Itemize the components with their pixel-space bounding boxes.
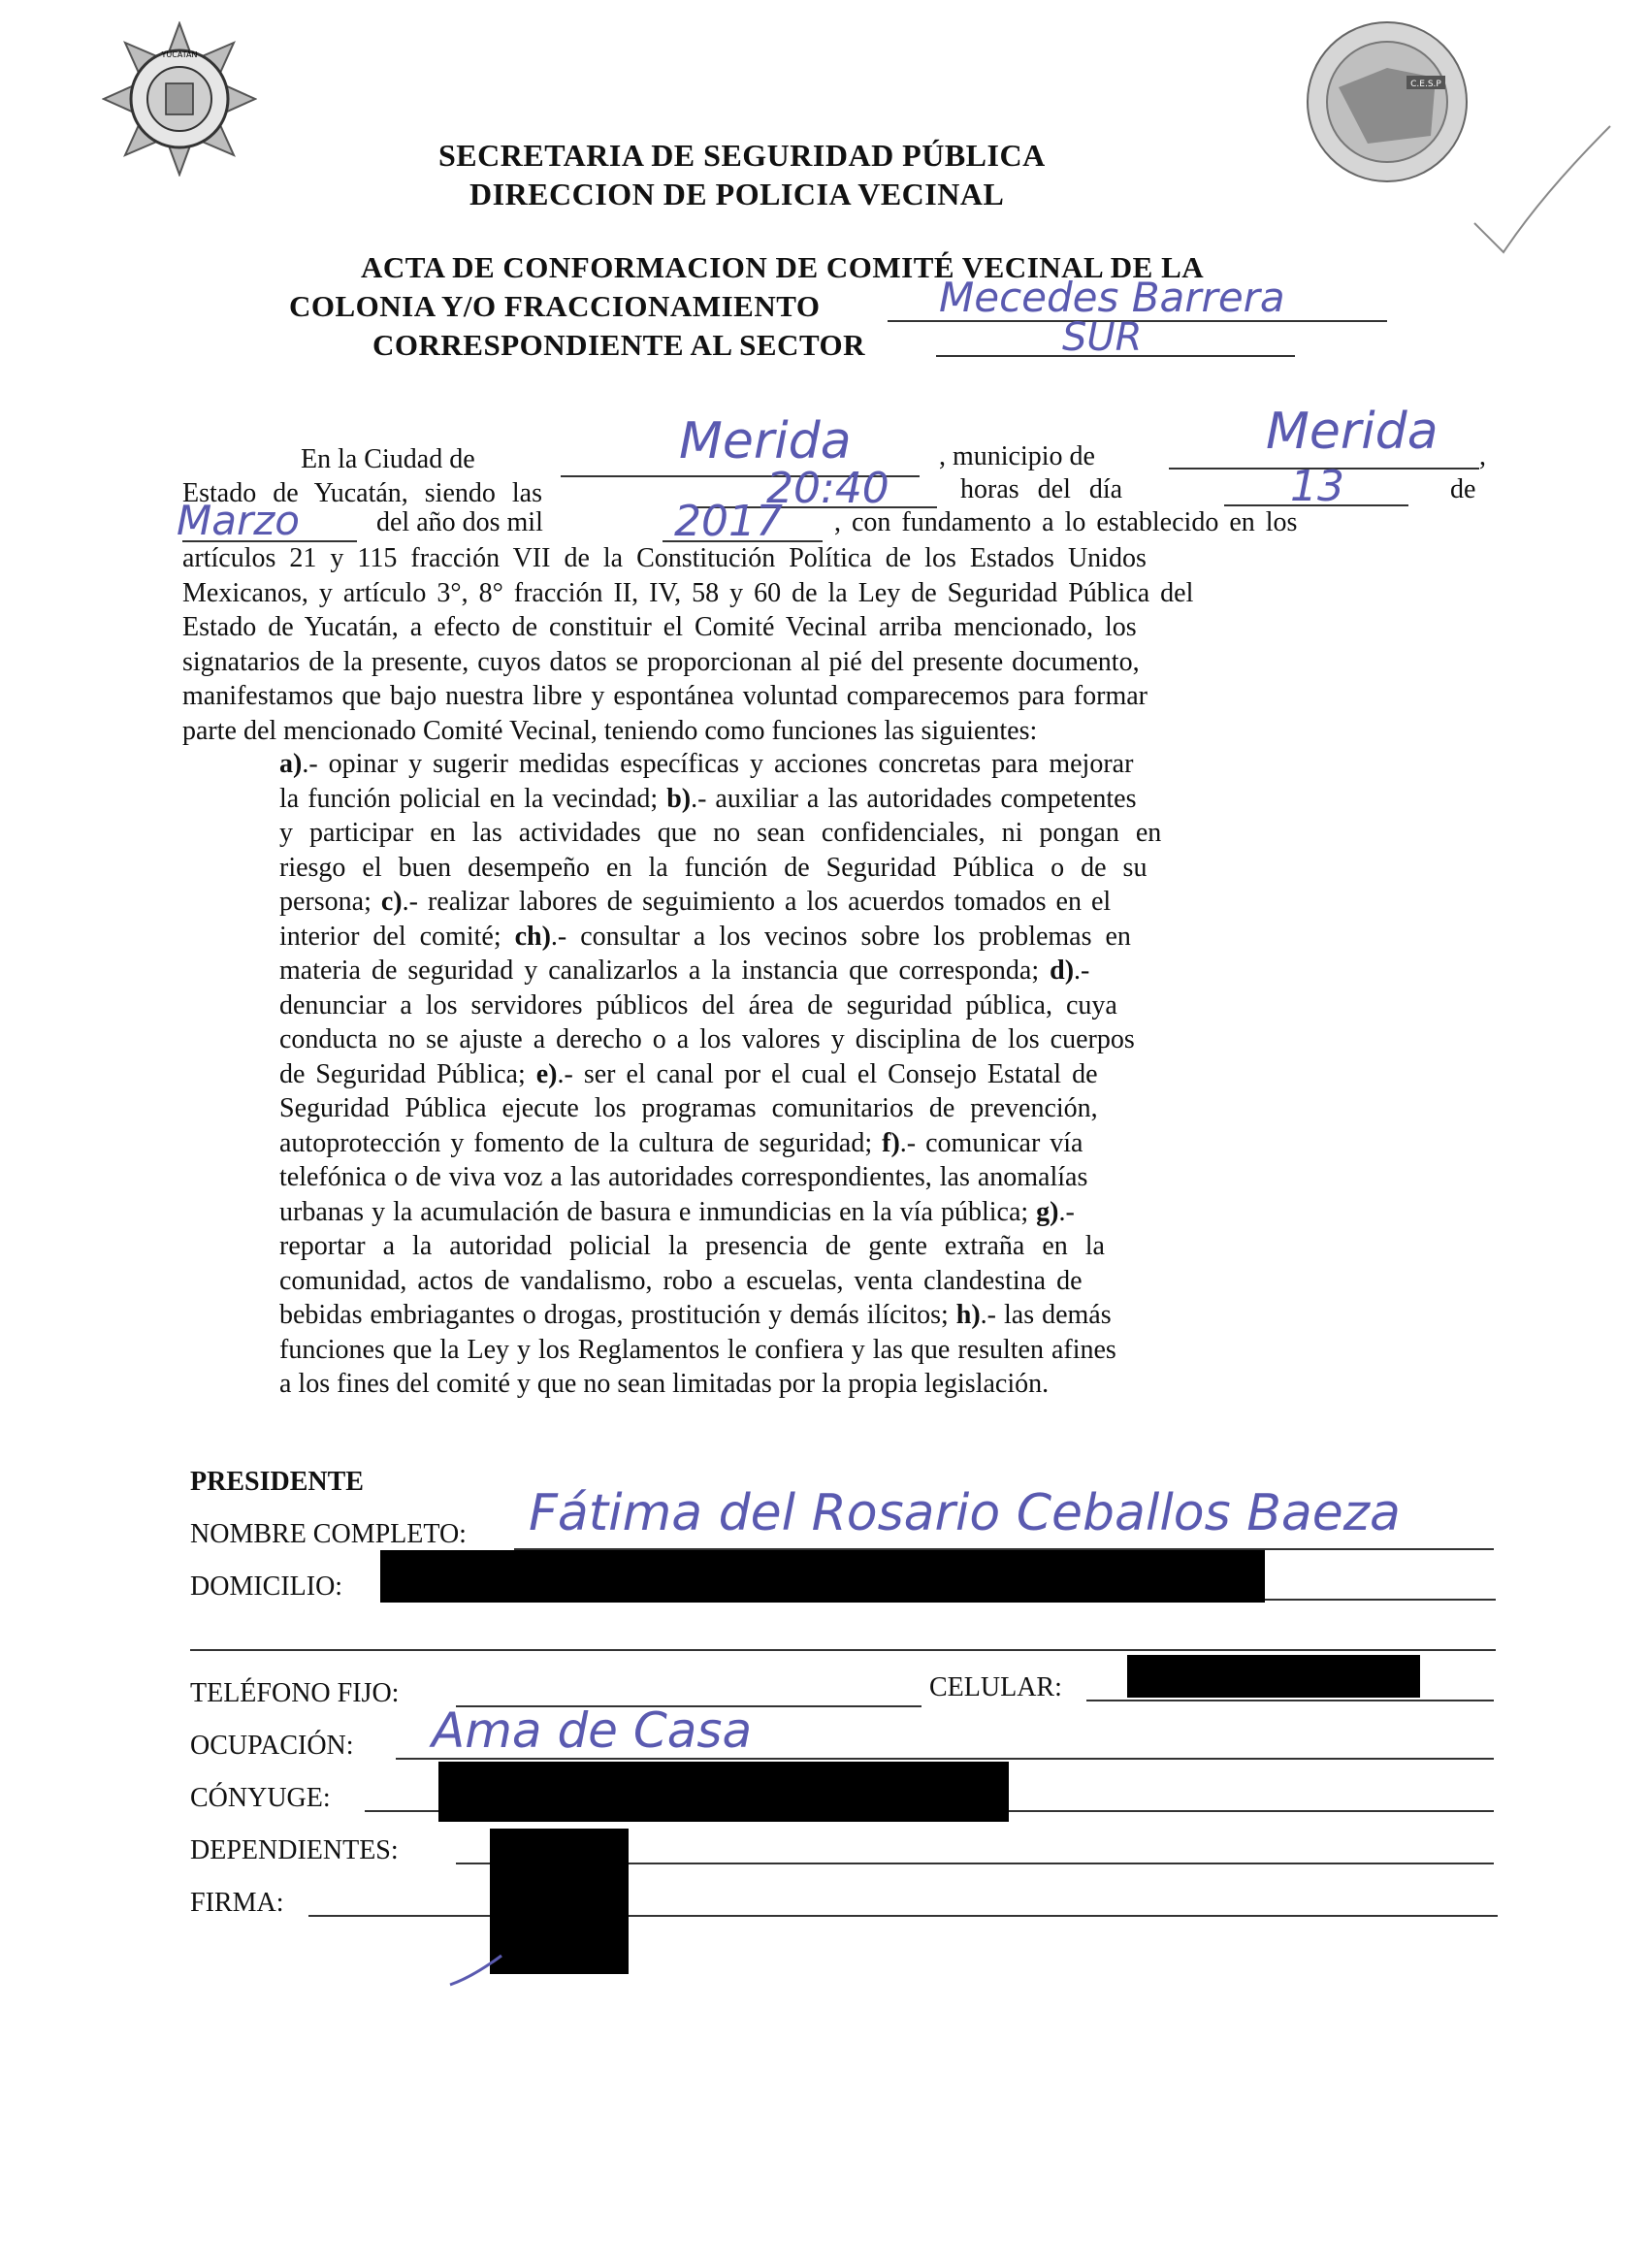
address-field-line-2 [190,1649,1496,1651]
cell-redaction [1127,1655,1420,1698]
function-line: materia de seguridad y canalizarlos a la instancia que corresponda; d).- [279,956,1090,986]
occupation-value: Ama de Casa [432,1702,753,1759]
function-line: comunidad, actos de vandalismo, robo a escuelas, venta clandestina de [279,1265,1083,1296]
org-line2: DIRECCION DE POLICIA VECINAL [469,177,1005,211]
day-value: 13 [1290,462,1344,511]
municipality-value: Merida [1266,403,1439,461]
cell-label: CELULAR: [929,1672,1062,1702]
function-line: conducta no se ajuste a derecho o a los valores y disciplina de los cuerpos [279,1024,1135,1054]
sector-value: SUR [1062,315,1143,360]
function-line: a los fines del comité y que no sean limitadas por la propia legislación. [279,1369,1050,1399]
function-line: urbanas y la acumulación de basura e inmundicias en la vía pública; g).- [279,1196,1075,1227]
intro-line: Estado de Yucatán, a efecto de constituir el Comité Vecinal arriba mencionado, los [182,612,1137,642]
function-line: Seguridad Pública ejecute los programas comunitarios de prevención, [279,1093,1098,1123]
seal-abbrev: C.E.S.P [1410,80,1441,89]
intro-t7: del año dos mil [376,507,543,537]
title-line2-label: COLONIA Y/O FRACCIONAMIENTO [289,289,821,323]
intro-line: signatarios de la presente, cuyos datos se proporcionan al pié del presente documento, [182,646,1140,677]
intro-line: artículos 21 y 115 fracción VII de la Constitución Política de los Estados Unidos [182,543,1147,573]
function-line: autoprotección y fomento de la cultura de seguridad; f).- comunicar vía [279,1127,1083,1158]
section-title: PRESIDENTE [190,1467,364,1497]
intro-paragraph [182,541,1487,748]
spouse-redaction [438,1762,1009,1822]
intro-t4: Estado de Yucatán, siendo las [182,478,542,508]
function-line: a).- opinar y sugerir medidas específicas y acciones concretas para mejorar [279,749,1134,779]
title-line1: ACTA DE CONFORMACION DE COMITÉ VECINAL DE LA [361,250,1205,284]
function-line: telefónica o de viva voz a las autoridades correspondientes, las anomalías [279,1162,1088,1192]
functions-list [279,747,1405,1402]
function-line: reportar a la autoridad policial la presencia de gente extraña en la [279,1231,1105,1261]
intro-t1: En la Ciudad de [301,444,475,474]
function-line: bebidas embriagantes o drogas, prostitución y demás ilícitos; h).- las demás [279,1300,1112,1330]
title-line3-label: CORRESPONDIENTE AL SECTOR [372,328,866,362]
signature-label: FIRMA: [190,1888,284,1918]
function-line: y participar en las actividades que no sean confidenciales, ni pongan en [279,818,1162,848]
city-value: Merida [679,412,852,470]
intro-t8: , con fundamento a lo establecido en los [834,507,1298,537]
spouse-label: CÓNYUGE: [190,1783,331,1813]
address-redaction [380,1550,1265,1603]
intro-line: parte del mencionado Comité Vecinal, teniendo como funciones las siguientes: [182,715,1038,746]
function-line: persona; c).- realizar labores de seguimiento a los acuerdos tomados en el [279,887,1112,917]
occupation-label: OCUPACIÓN: [190,1731,354,1761]
function-line: de Seguridad Pública; e).- ser el canal por el cual el Consejo Estatal de [279,1058,1098,1089]
signature-field-line [308,1915,1498,1917]
intro-line: manifestamos que bajo nuestra libre y espontánea voluntad comparecemos para formar [182,681,1148,711]
name-value: Fátima del Rosario Ceballos Baeza [529,1484,1401,1542]
org-line1: SECRETARIA DE SEGURIDAD PÚBLICA [438,138,1046,173]
police-badge-seal [102,21,257,177]
seal-text: YUCATÁN [161,50,198,59]
intro-t5: horas del día [960,474,1123,504]
function-line: funciones que la Ley y los Reglamentos le confiera y las que resulten afines [279,1334,1116,1365]
intro-t2: , municipio de [939,441,1095,471]
function-line: la función policial en la vecindad; b).- auxiliar a las autoridades competentes [279,783,1137,814]
month-value: Marzo [177,497,300,544]
cell-field-line [1086,1700,1494,1701]
phone-label: TELÉFONO FIJO: [190,1678,400,1708]
checkmark-icon [1465,116,1620,262]
function-line: riesgo el buen desempeño en la función de Seguridad Pública o de su [279,852,1148,883]
address-label: DOMICILIO: [190,1571,343,1602]
pen-stroke [448,1950,506,1989]
function-line: denunciar a los servidores públicos del área de seguridad pública, cuya [279,989,1117,1021]
dependents-signature-redaction [490,1829,629,1974]
time-value: 20:40 [766,464,889,513]
intro-line: Mexicanos, y artículo 3°, 8° fracción II, IV, 58 y 60 de la Ley de Seguridad Pública del [182,577,1194,608]
intro-t6: de [1450,474,1476,504]
dependents-label: DEPENDIENTES: [190,1835,399,1865]
colonia-value: Mecedes Barrera [939,274,1285,321]
council-seal [1300,19,1474,184]
function-line: interior del comité; ch).- consultar a los vecinos sobre los problemas en [279,921,1131,952]
intro-t3: , [1479,441,1486,471]
name-label: NOMBRE COMPLETO: [190,1519,467,1549]
year-value: 2017 [674,497,783,546]
